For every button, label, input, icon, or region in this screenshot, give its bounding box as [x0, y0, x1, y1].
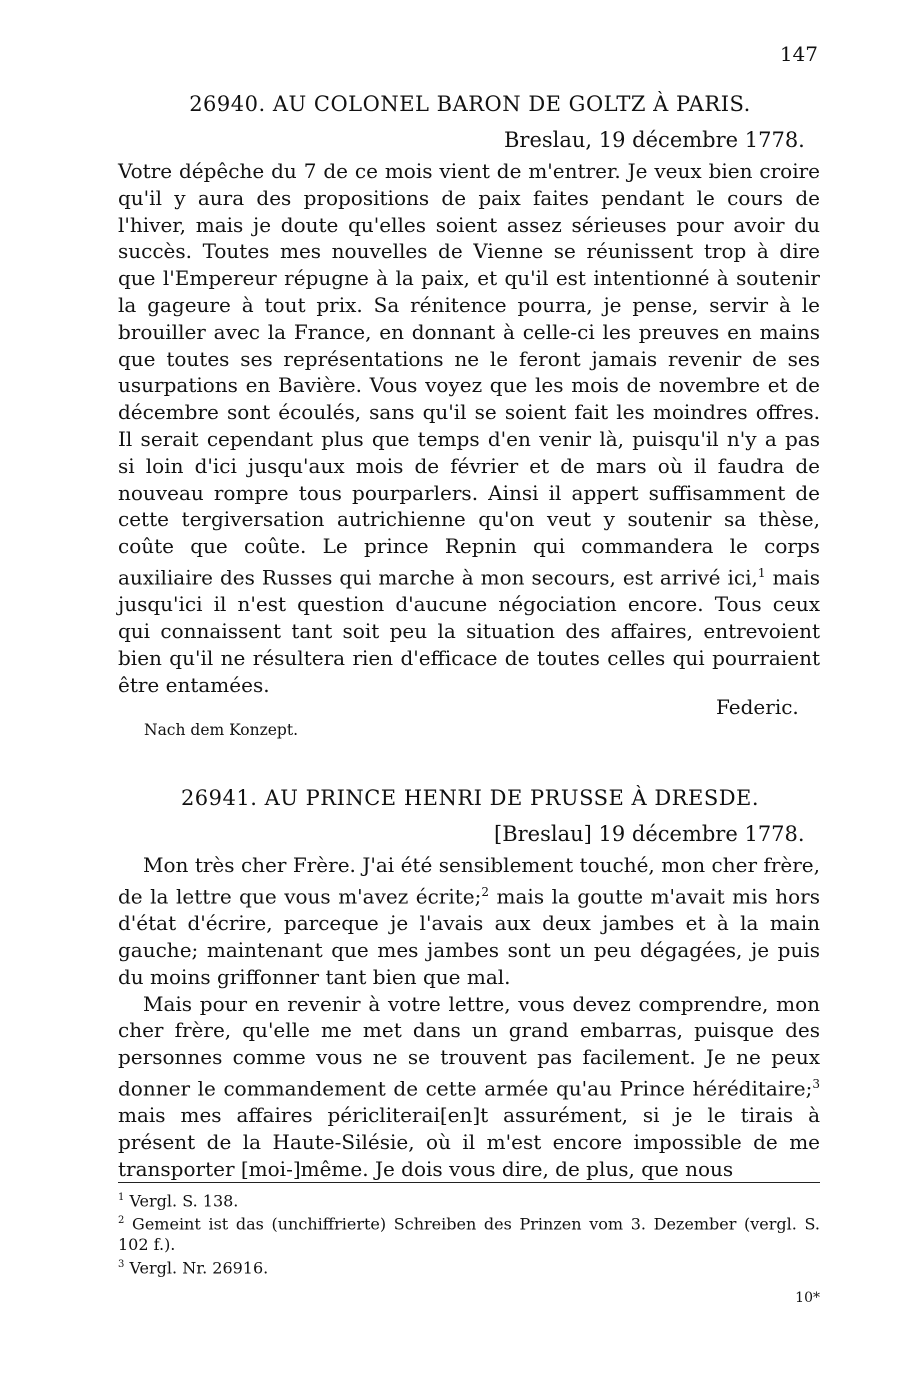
footnotes: [118, 1188, 820, 1278]
footnote: $^1$ Vergl. S. 138.: [118, 1191, 239, 1211]
signature-mark: 10*: [795, 1290, 820, 1306]
signature: Federic.: [716, 695, 799, 719]
footnote-divider: [118, 1182, 820, 1183]
letter-paragraph: Mais pour en revenir à votre lettre, vous devez comprendre, mon cher frère, qu'elle me met dans un grand embarras, puisque des personnes comme vous ne se trouvent pas facilement. Je ne peux donner le commandement de cette armée qu'au Prince héréditaire;$^3$ mais mes affaires péricliterai[en]t assurément, si je le tirais à présent de la Haute-Silésie, où il m'est encore impossible de me transporter [moi-]même. Je dois vous dire, de plus, que nous: [118, 991, 820, 1182]
letter-heading-26940: 26940. AU COLONEL BARON DE GOLTZ À PARIS.: [189, 92, 751, 116]
letter-paragraph: Mon très cher Frère. J'ai été sensiblement touché, mon cher frère, de la lettre que vous m'avez écrite;$^2$ mais la goutte m'avait mis hors d'état d'écrire, parceque je l'avais aux deux jambes et à la main gauche; maintenant que mes jambes sont un peu dégagées, je puis du moins griffonner tant bien que mal.: [118, 853, 821, 989]
footnote-ref: 2: [481, 884, 490, 899]
footnote: $^2$ Gemeint ist das (unchiffrierte) Schreiben des Prinzen vom 3. Dezember (vergl. S. 102 f.).: [118, 1214, 821, 1254]
letter-dateline-26941: [Breslau] 19 décembre 1778.: [494, 822, 805, 846]
letter-dateline-26940: Breslau, 19 décembre 1778.: [504, 128, 805, 152]
footnote-ref: 3: [812, 1077, 820, 1092]
letter-heading-26941: 26941. AU PRINCE HENRI DE PRUSSE À DRESDE.: [180, 786, 760, 810]
letter-body-26940: [118, 158, 820, 699]
page-number: 147: [779, 42, 818, 66]
letter-paragraph: Votre dépêche du 7 de ce mois vient de m'entrer. Je veux bien croire qu'il y aura des propositions de paix faites pendant le cours de l'hiver, mais je doute qu'elles soient assez sérieuses pour avoir du succès. Toutes mes nouvelles de Vienne se réunissent trop à dire que l'Empereur répugne à la paix, et qu'il est intentionné à soutenir la gageure à tout prix. Sa rénitence pourra, je pense, servir à le brouiller avec la France, en donnant à celle-ci les preuves en mains que toutes ses représentations ne le feront jamais revenir de ses usurpations en Bavière. Vous voyez que les mois de novembre et de décembre sont écoulés, sans qu'il se soient fait les moindres offres. Il serait cependant plus que temps d'en venir là, puisqu'il n'y a pas si loin d'ici jusqu'aux mois de février et de mars où il faudra de nouveau rompre tous pourparlers. Ainsi il appert suffisamment de cette tergiversation autrichienne qu'on veut y soutenir sa thèse, coûte que coûte. Le prince Repnin qui commandera le corps auxiliaire des Russes qui marche à mon secours, est arrivé ici,$^1$ mais jusqu'ici il n'est question d'aucune négociation encore. Tous ceux qui connaissent tant soit peu la situation des affaires, entrevoient bien qu'il ne résultera rien d'efficace de toutes celles qui pourraient être entamées.: [118, 159, 820, 697]
source-note: Nach dem Konzept.: [144, 721, 299, 739]
footnote-ref: 1: [757, 565, 766, 580]
footnote: $^3$ Vergl. Nr. 26916.: [118, 1257, 269, 1277]
letter-body-26941: [118, 852, 820, 1183]
